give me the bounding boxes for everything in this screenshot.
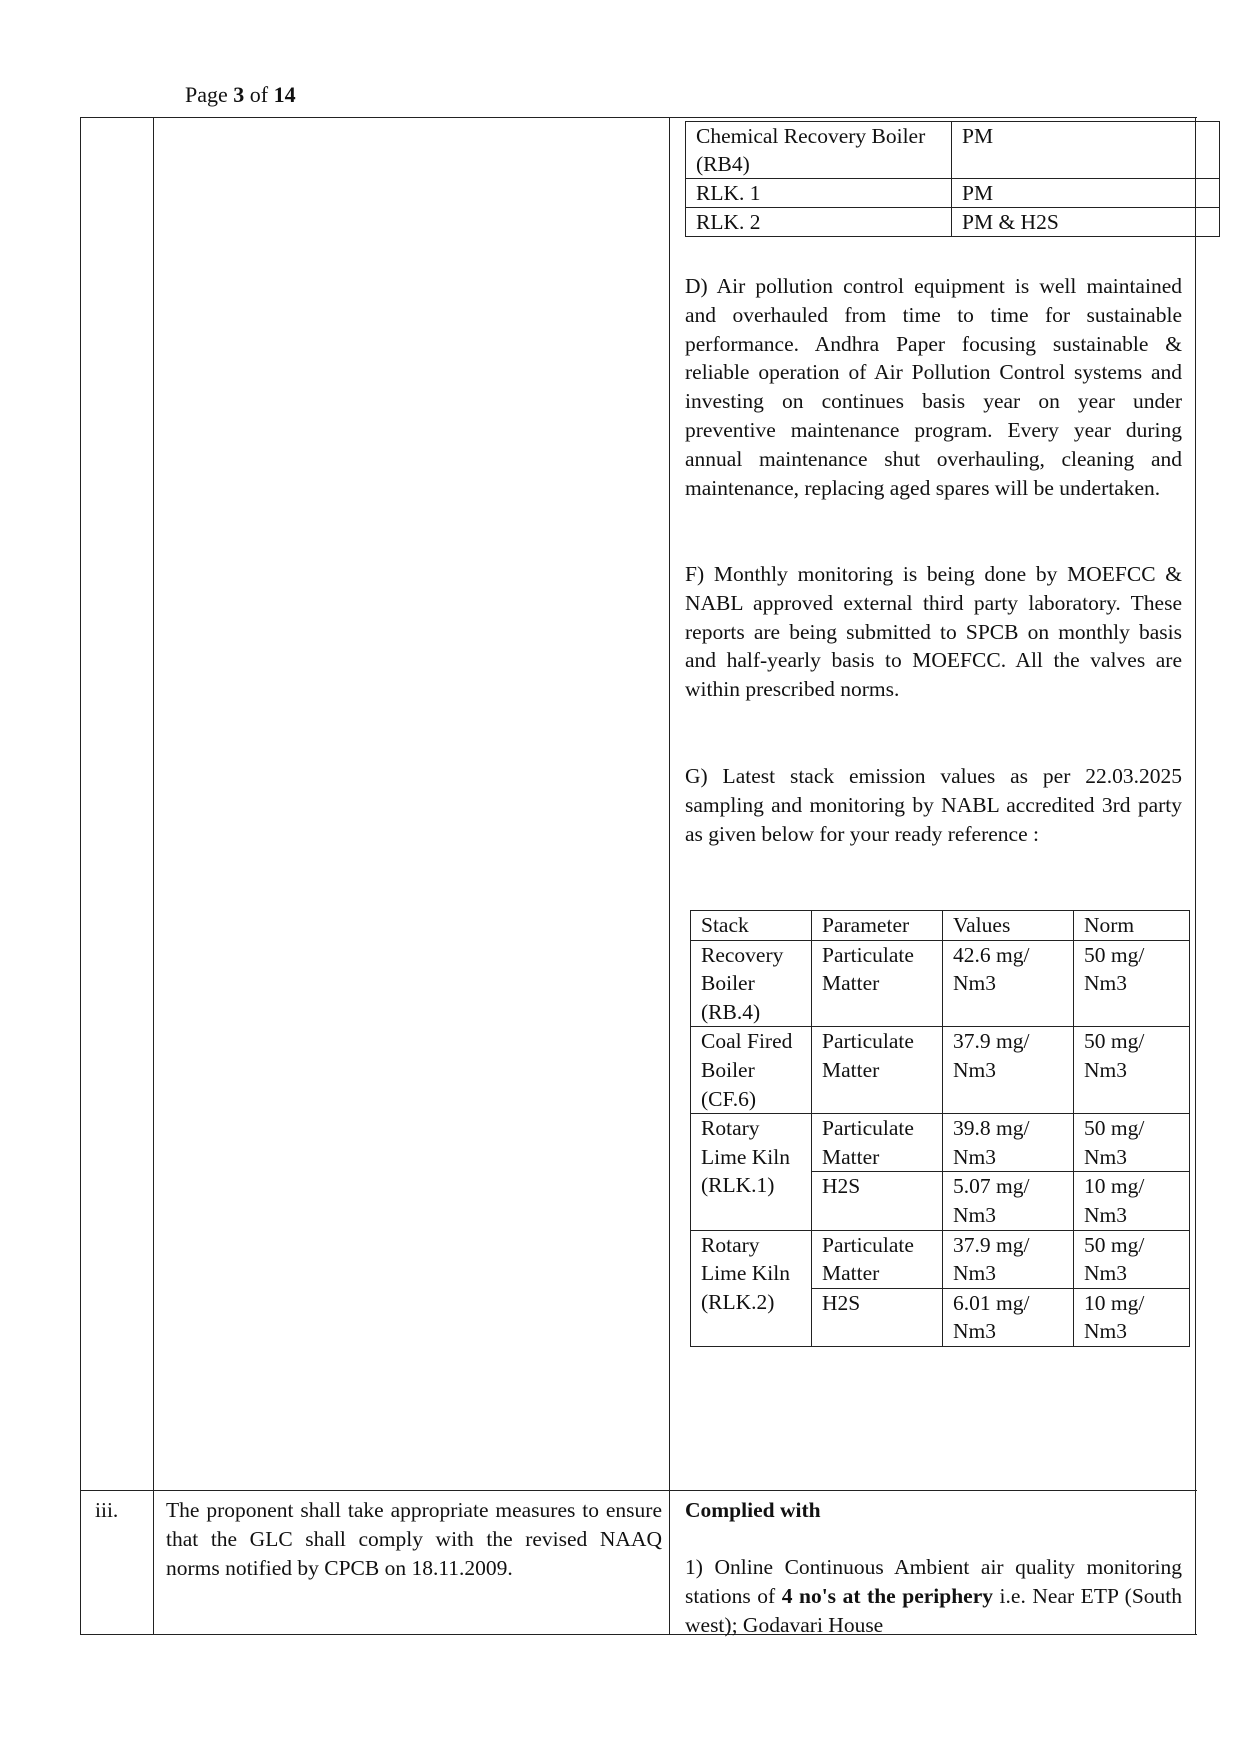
table-header-row [691, 911, 1190, 941]
compliance-reply: 1) Online Continuous Ambient air quality monitoring stations of 4 no's at the periphery i.e. Near ETP (South west); Godavari House [685, 1555, 1182, 1637]
parameter-cell: H2S [812, 1172, 943, 1230]
parameter-cell: PM & H2S [952, 208, 1220, 237]
page-number: Page 3 of 14 [185, 82, 296, 107]
stack-cell: Rotary Lime Kiln (RLK.2) [691, 1230, 812, 1346]
paragraph-f: F) Monthly monitoring is being done by MOEFCC & NABL approved external third party laboratory. These reports are being submitted to SPCB on monthly basis and half-yearly basis to MOEFCC. All the valves are within prescribed norms. [685, 562, 1182, 702]
source-cell: Chemical Recovery Boiler (RB4) [686, 122, 952, 179]
table-row [691, 940, 1190, 1027]
paragraph-d: D) Air pollution control equipment is well maintained and overhauled from time to time for sustainable performance. Andhra Paper focusing sustainable & reliable operation of Air Pollution Control systems and investing on continues basis year on year under preventive maintenance program. Every year during annual maintenance shut overhauling, cleaning and maintenance, replacing aged spares will be undertaken. [685, 274, 1182, 500]
stack-emission-table [690, 910, 1190, 1347]
table-row [686, 179, 1220, 208]
stack-cell: Coal Fired Boiler (CF.6) [691, 1027, 812, 1114]
source-cell: RLK. 2 [686, 208, 952, 237]
parameter-cell: Particulate Matter [812, 1230, 943, 1288]
value-cell: 6.01 mg/ Nm3 [943, 1288, 1074, 1346]
table-border-left [80, 117, 81, 1635]
table-divider-2 [669, 117, 670, 1635]
norm-cell: 50 mg/ Nm3 [1074, 1114, 1190, 1172]
header-parameter: Parameter [812, 911, 943, 941]
norm-cell: 10 mg/ Nm3 [1074, 1288, 1190, 1346]
norm-cell: 50 mg/ Nm3 [1074, 940, 1190, 1027]
norm-cell: 50 mg/ Nm3 [1074, 1027, 1190, 1114]
table-row [686, 122, 1220, 179]
table-row [691, 1230, 1190, 1288]
value-cell: 42.6 mg/ Nm3 [943, 940, 1074, 1027]
table-row [691, 1027, 1190, 1114]
parameter-cell: Particulate Matter [812, 1114, 943, 1172]
parameter-cell: H2S [812, 1288, 943, 1346]
norm-cell: 10 mg/ Nm3 [1074, 1172, 1190, 1230]
table-divider-1 [153, 117, 154, 1635]
table-row [686, 208, 1220, 237]
emission-source-table [685, 121, 1220, 237]
header-stack: Stack [691, 911, 812, 941]
item-number: iii. [95, 1498, 119, 1522]
row-divider [80, 1490, 1197, 1491]
parameter-cell: PM [952, 179, 1220, 208]
stack-cell: Recovery Boiler (RB.4) [691, 940, 812, 1027]
source-cell: RLK. 1 [686, 179, 952, 208]
paragraph-g: G) Latest stack emission values as per 22.03.2025 sampling and monitoring by NABL accredited 3rd party as given below for your ready reference : [685, 764, 1182, 846]
condition-text: The proponent shall take appropriate measures to ensure that the GLC shall comply with the revised NAAQ norms notified by CPCB on 18.11.2009. [166, 1498, 662, 1580]
table-row [691, 1114, 1190, 1172]
norm-cell: 50 mg/ Nm3 [1074, 1230, 1190, 1288]
value-cell: 5.07 mg/ Nm3 [943, 1172, 1074, 1230]
header-norm: Norm [1074, 911, 1190, 941]
header-values: Values [943, 911, 1074, 941]
table-border-right [1195, 117, 1196, 1635]
compliance-status: Complied with [685, 1498, 821, 1522]
stack-cell: Rotary Lime Kiln (RLK.1) [691, 1114, 812, 1230]
table-border-top [80, 117, 1197, 118]
value-cell: 37.9 mg/ Nm3 [943, 1027, 1074, 1114]
value-cell: 37.9 mg/ Nm3 [943, 1230, 1074, 1288]
parameter-cell: PM [952, 122, 1220, 179]
value-cell: 39.8 mg/ Nm3 [943, 1114, 1074, 1172]
parameter-cell: Particulate Matter [812, 1027, 943, 1114]
parameter-cell: Particulate Matter [812, 940, 943, 1027]
